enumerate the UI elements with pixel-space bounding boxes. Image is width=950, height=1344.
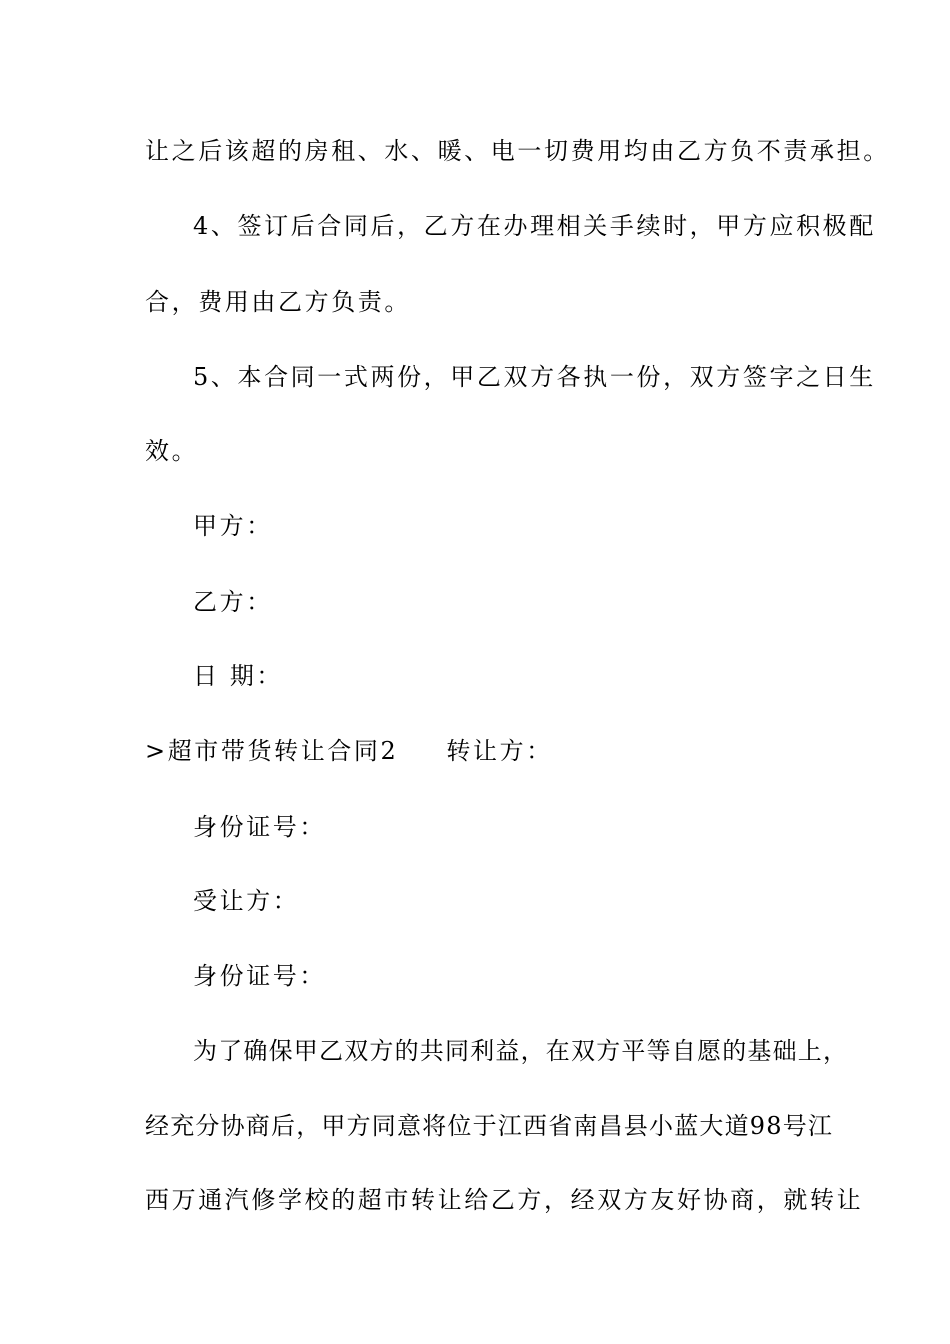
clause-4-line-1: 4、签订后合同后，乙方在办理相关手续时，甲方应积极配	[193, 212, 876, 240]
party-a-label: 甲方：	[193, 512, 273, 540]
clause-5-line-1: 5、本合同一式两份，甲乙双方各执一份，双方签字之日生	[193, 363, 876, 391]
paragraph-line: 让之后该超的房租、水、暖、电一切费用均由乙方负不责承担。	[145, 137, 890, 165]
contract-heading-line	[145, 736, 825, 766]
date-label: 日 期：	[193, 662, 284, 690]
contract-title: >超市带货转让合同2	[145, 737, 399, 765]
transferee-label: 受让方：	[193, 887, 300, 915]
clause-5-line-2: 效。	[145, 437, 199, 465]
intro-paragraph-line-2: 经充分协商后，甲方同意将位于江西省南昌县小蓝大道98号江	[145, 1112, 834, 1140]
clause-4-line-2: 合，费用由乙方负责。	[145, 288, 411, 316]
transferor-id-label: 身份证号：	[193, 813, 326, 841]
intro-paragraph-line-1: 为了确保甲乙双方的共同利益，在双方平等自愿的基础上，	[193, 1037, 849, 1065]
transferee-id-label: 身份证号：	[193, 962, 326, 990]
party-b-label: 乙方：	[193, 588, 273, 616]
transferor-label: 转让方：	[446, 737, 553, 765]
intro-paragraph-line-3: 西万通汽修学校的超市转让给乙方，经双方友好协商，就转让	[145, 1186, 864, 1214]
